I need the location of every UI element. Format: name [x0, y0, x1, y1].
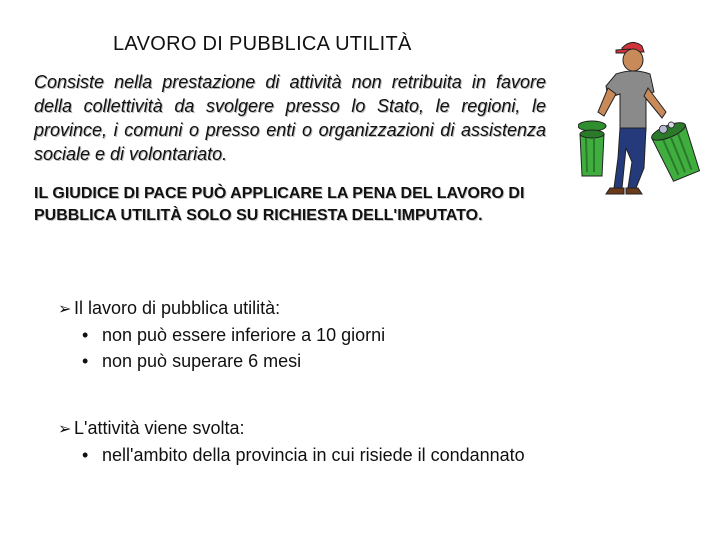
bullet-location: [58, 416, 578, 468]
arrow-bullet-icon: ➢: [58, 421, 72, 438]
bullet-duration: [58, 296, 578, 374]
sub-item-text: non può superare 6 mesi: [102, 351, 302, 371]
sub-item: [82, 322, 578, 348]
bullet-label: L'attività viene svolta:: [74, 418, 245, 438]
intro-paragraph: Consiste nella prestazione di attività non retribuita in favore della collettività da svolgere presso lo Stato, le regioni, le province, i comuni o presso enti o organizzazioni di assistenza sociale e di volontariato.: [34, 72, 546, 164]
sub-item-text: nell'ambito della provincia in cui risiede il condannato: [102, 445, 525, 465]
dot-bullet-icon: •: [82, 445, 89, 465]
arrow-bullet-icon: ➢: [58, 301, 72, 318]
rule-paragraph: IL GIUDICE DI PACE PUÒ APPLICARE LA PENA DEL LAVORO DI PUBBLICA UTILITÀ SOLO SU RICHIESTA DELL'IMPUTATO.: [34, 185, 525, 224]
page-title: LAVORO DI PUBBLICA UTILITÀ: [113, 33, 412, 55]
bullet-list: [58, 296, 578, 510]
sub-item: [82, 442, 578, 468]
dot-bullet-icon: •: [82, 351, 89, 371]
dot-bullet-icon: •: [82, 325, 89, 345]
worker-with-trash-bins-illustration: [578, 38, 704, 206]
bullet-label: Il lavoro di pubblica utilità:: [74, 298, 281, 318]
sub-item-text: non può essere inferiore a 10 giorni: [102, 325, 386, 345]
sub-item: [82, 348, 578, 374]
